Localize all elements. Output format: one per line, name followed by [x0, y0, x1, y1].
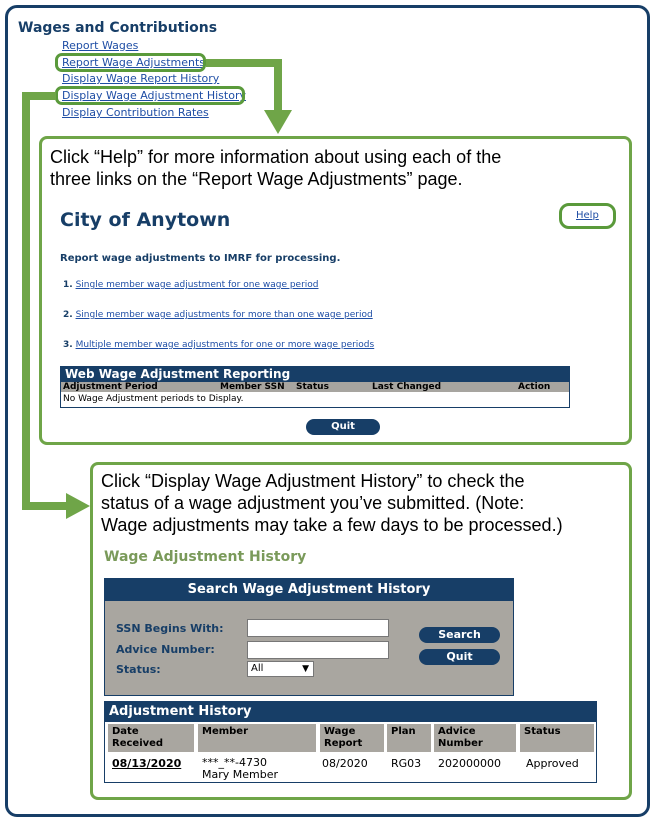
help-link[interactable]: Help [576, 210, 599, 221]
search-panel-title: Search Wage Adjustment History [105, 579, 513, 601]
callout-history-line3: Wage adjustments may take a few days to be processed.) [101, 515, 563, 535]
option-3-link[interactable]: Multiple member wage adjustments for one or more wage periods [75, 340, 375, 350]
link-report-wage-adjustments[interactable]: Report Wage Adjustments [62, 56, 206, 69]
col-plan [387, 724, 431, 752]
col-advice-number-line1: Advice [438, 726, 476, 737]
callout-history-line2: status of a wage adjustment you’ve submitted. (Note: [101, 493, 525, 513]
callout-help-line1: Click “Help” for more information about using each of the [50, 147, 502, 167]
col-date-received-line2: Received [112, 738, 164, 749]
option-1-num: 1. [63, 280, 73, 290]
advice-label: Advice Number: [116, 643, 215, 656]
callout-history [101, 470, 563, 536]
col-member [198, 724, 316, 752]
wage-adjustment-table-title: Web Wage Adjustment Reporting [61, 367, 569, 382]
advice-number-input[interactable] [247, 641, 389, 659]
ssn-input[interactable] [247, 619, 389, 637]
history-title: Wage Adjustment History [104, 549, 307, 565]
col-adjustment-period: Adjustment Period [63, 382, 158, 392]
col-wage-report [320, 724, 384, 752]
col-member-ssn: Member SSN [220, 382, 285, 392]
row-wage-report: 08/2020 [322, 757, 368, 770]
employer-name: City of Anytown [60, 209, 231, 231]
search-button[interactable]: Search [419, 627, 500, 643]
option-1 [63, 280, 319, 290]
option-3 [63, 340, 374, 350]
row-advice-number: 202000000 [438, 757, 501, 770]
status-select-value: All [251, 663, 264, 674]
ssn-label: SSN Begins With: [116, 622, 224, 635]
col-status-history [520, 724, 594, 752]
wage-adjustment-table [60, 366, 570, 408]
col-action: Action [518, 382, 551, 392]
col-date-received [108, 724, 194, 752]
col-wage-report-line1: Wage [324, 726, 356, 737]
col-advice-number [434, 724, 516, 752]
callout-history-line1: Click “Display Wage Adjustment History” to check the [101, 471, 525, 491]
option-2 [63, 310, 373, 320]
section-title: Wages and Contributions [18, 20, 218, 36]
col-status: Status [296, 382, 329, 392]
empty-message: No Wage Adjustment periods to Display. [63, 394, 244, 404]
col-wage-report-line2: Report [324, 738, 363, 749]
option-1-link[interactable]: Single member wage adjustment for one wage period [75, 280, 319, 290]
option-2-num: 2. [63, 310, 73, 320]
row-date-received[interactable]: 08/13/2020 [112, 757, 182, 770]
row-status: Approved [526, 757, 579, 770]
link-display-wage-report-history[interactable]: Display Wage Report History [62, 72, 220, 85]
col-last-changed: Last Changed [372, 382, 442, 392]
quit-button[interactable]: Quit [306, 419, 380, 435]
col-status-history-line1: Status [524, 726, 561, 737]
callout-help-line2: three links on the “Report Wage Adjustments” page. [50, 169, 463, 189]
row-member-ssn: ***_**-4730 [202, 756, 267, 769]
adjustment-history-title: Adjustment History [105, 702, 596, 722]
col-advice-number-line2: Number [438, 738, 483, 749]
chevron-down-icon: ▼ [302, 664, 309, 674]
row-plan: RG03 [391, 757, 422, 770]
option-2-link[interactable]: Single member wage adjustments for more than one wage period [75, 310, 373, 320]
status-select[interactable] [247, 661, 314, 677]
col-plan-line1: Plan [391, 726, 416, 737]
link-display-contribution-rates[interactable]: Display Contribution Rates [62, 106, 209, 119]
col-date-received-line1: Date [112, 726, 139, 737]
history-quit-button[interactable]: Quit [419, 649, 500, 665]
row-member-name: Mary Member [202, 768, 279, 781]
callout-help [50, 146, 501, 190]
link-display-wage-adjustment-history[interactable]: Display Wage Adjustment History [62, 89, 246, 102]
col-member-line1: Member [202, 726, 249, 737]
link-report-wages[interactable]: Report Wages [62, 39, 139, 52]
option-3-num: 3. [63, 340, 73, 350]
wage-adjustment-table-header [61, 382, 569, 393]
report-intro: Report wage adjustments to IMRF for processing. [60, 253, 341, 264]
status-label: Status: [116, 663, 161, 676]
